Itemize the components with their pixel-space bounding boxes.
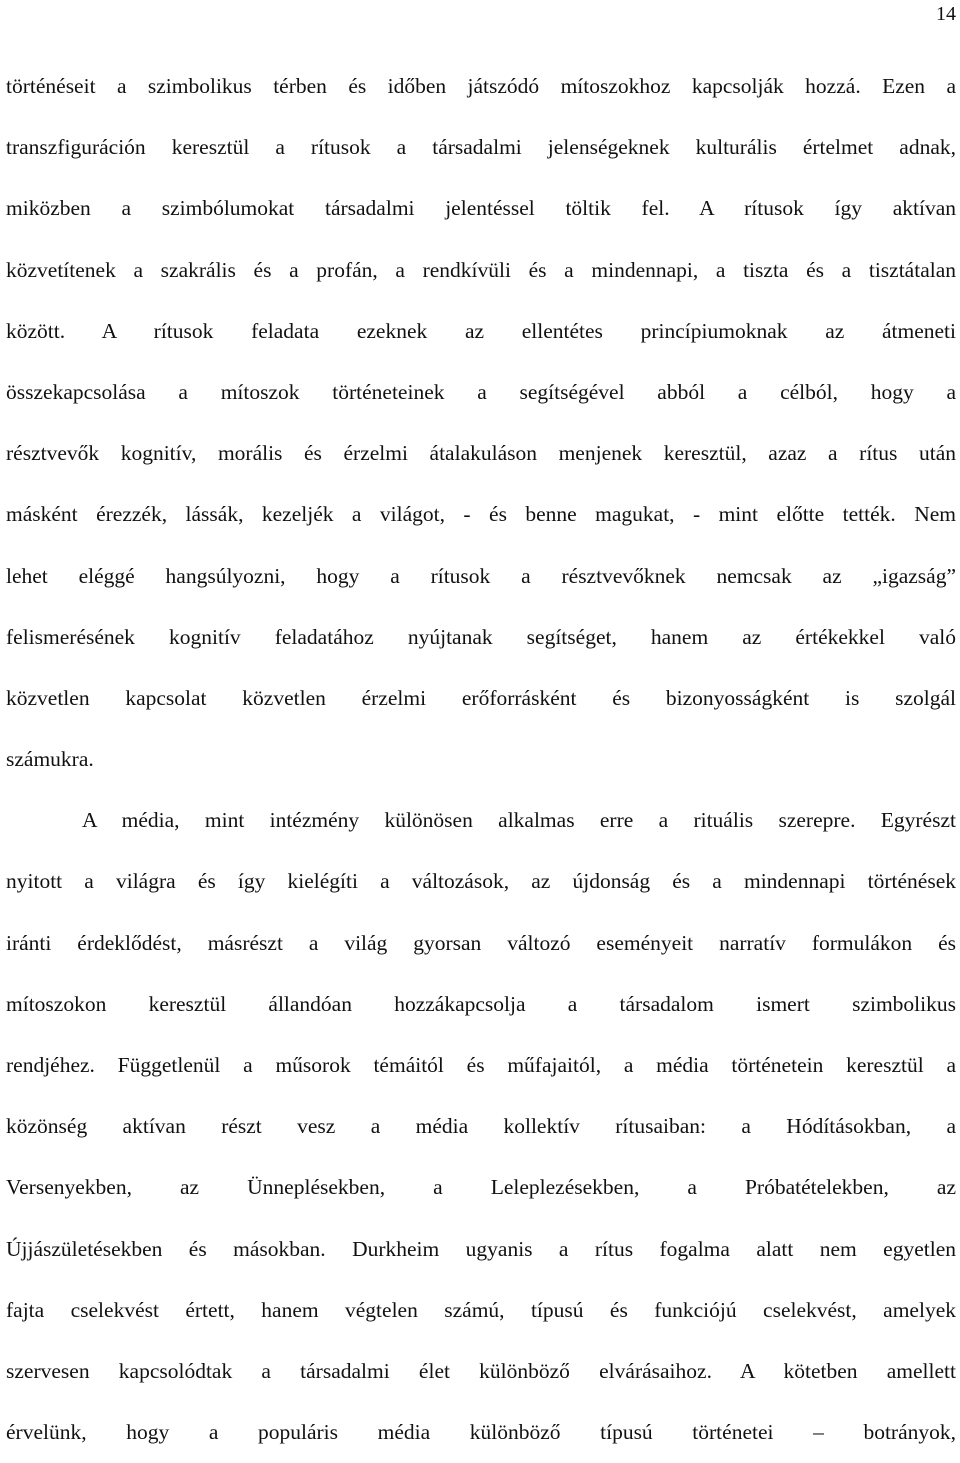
text-line: transzfiguráción keresztül a rítusok a társadalmi jelenségeknek kulturális értelmet adnak, [6, 135, 956, 160]
document-body [0, 56, 960, 1463]
text-line: mítoszokon keresztül állandóan hozzákapcsolja a társadalom ismert szimbolikus [6, 991, 956, 1016]
text-line: Újjászületésekben és másokban. Durkheim ugyanis a rítus fogalma alatt nem egyetlen [6, 1236, 956, 1261]
text-line: másként érezzék, lássák, kezeljék a világot, - és benne magukat, - mint előtte tették. Nem [6, 502, 956, 527]
text-line: közvetlen kapcsolat közvetlen érzelmi erőforrásként és bizonyosságként is szolgál [6, 685, 956, 710]
text-line: történéseit a szimbolikus térben és időben játszódó mítoszokhoz kapcsolják hozzá. Ezen a [6, 74, 956, 98]
text-line: számukra. [6, 747, 94, 772]
text-line: Versenyekben, az Ünneplésekben, a Leleplezésekben, a Próbatételekben, az [6, 1175, 956, 1200]
text-line: nyitott a világra és így kielégíti a változások, az újdonság és a mindennapi történések [6, 869, 956, 894]
text-line: rendjéhez. Függetlenül a műsorok témáitól és műfajaitól, a média történetein keresztül a [6, 1053, 956, 1077]
text-line: összekapcsolása a mítoszok történeteinek a segítségével abból a célból, hogy a [6, 379, 956, 404]
paragraph-first-line: A média, mint intézmény különösen alkalmas erre a rituális szerepre. Egyrészt [82, 808, 956, 833]
text-line: között. A rítusok feladata ezeknek az ellentétes princípiumoknak az átmeneti [6, 318, 956, 343]
page-number: 14 [936, 3, 956, 25]
text-line: fajta cselekvést értett, hanem végtelen számú, típusú és funkciójú cselekvést, amelyek [6, 1297, 956, 1322]
text-line: közvetítenek a szakrális és a profán, a rendkívüli és a mindennapi, a tiszta és a tisztátalan [6, 257, 956, 282]
text-line: miközben a szimbólumokat társadalmi jelentéssel töltik fel. A rítusok így aktívan [6, 196, 956, 221]
text-line: résztvevők kognitív, morális és érzelmi átalakuláson menjenek keresztül, azaz a rítus után [6, 441, 956, 466]
text-line: szervesen kapcsolódtak a társadalmi élet különböző elvárásaihoz. A kötetben amellett [6, 1358, 956, 1383]
text-line: felismerésének kognitív feladatához nyújtanak segítséget, hanem az értékekkel való [6, 624, 956, 649]
text-line: iránti érdeklődést, másrészt a világ gyorsan változó eseményeit narratív formulákon és [6, 930, 956, 955]
text-line: lehet eléggé hangsúlyozni, hogy a rítusok a résztvevőknek nemcsak az „igazság” [6, 563, 956, 588]
text-line: közönség aktívan részt vesz a média kollektív rítusaiban: a Hódításokban, a [6, 1114, 956, 1139]
text-line: érvelünk, hogy a populáris média különböző típusú történetei – botrányok, [6, 1420, 956, 1445]
